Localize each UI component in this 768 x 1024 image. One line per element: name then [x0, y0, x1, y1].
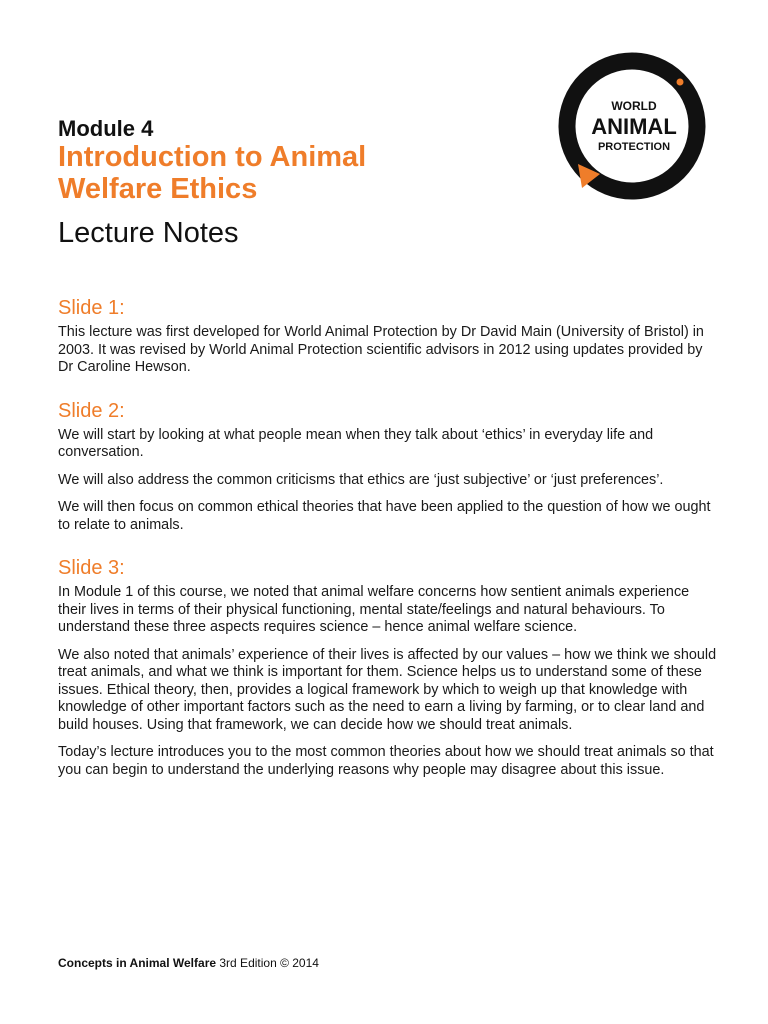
title-line-1: Introduction to Animal — [58, 141, 367, 173]
paragraph: We will then focus on common ethical theories that have been applied to the question of how we ought to relate to animals. — [58, 499, 711, 533]
page-footer — [58, 956, 319, 970]
world-animal-protection-logo — [556, 52, 712, 202]
module-label: Module 4 — [58, 116, 154, 141]
slide-1-section — [58, 296, 718, 377]
lecture-content — [58, 296, 718, 789]
page-title — [58, 141, 498, 205]
slide-heading: Slide 1: — [58, 297, 125, 319]
paragraph: This lecture was first developed for World Animal Protection by Dr David Main (University of Bristol) in 2003. It was revised by World Animal Protection scientific advisors in 2012 using updates provided by Dr Caroline Hewson. — [58, 324, 704, 375]
logo-text-world: WORLD — [611, 99, 657, 113]
logo-text-protection: PROTECTION — [597, 141, 671, 153]
slide-2-section — [58, 399, 718, 535]
paragraph: We will also address the common criticisms that ethics are ‘just subjective’ or ‘just preferences’. — [58, 471, 664, 488]
title-line-2: Welfare Ethics — [58, 173, 258, 205]
logo-dot — [677, 79, 684, 86]
paragraph: We also noted that animals’ experience of their lives is affected by our values – how we think we should treat animals, and what we think is important for them. Science helps us to understand some of these issues. Ethical theory, then, provides a logical framework by which to weigh up that knowledge with knowledge of other important factors such as the need to earn a living by farming, or to clear land and build houses. Using that framework, we can decide how we should treat animals. — [58, 646, 717, 733]
slide-heading: Slide 2: — [58, 399, 125, 422]
paragraph: We will start by looking at what people mean when they talk about ‘ethics’ in everyday life and conversation. — [58, 426, 654, 460]
slide-3-section — [58, 556, 718, 779]
footer-edition: 3rd Edition © 2014 — [216, 956, 319, 970]
paragraph: In Module 1 of this course, we noted that animal welfare concerns how sentient animals experience their lives in terms of their physical functioning, mental state/feelings and natural behaviours. To understand these three aspects requires science – hence animal welfare science. — [58, 584, 690, 635]
slide-heading: Slide 3: — [58, 557, 125, 579]
footer-publication-title: Concepts in Animal Welfare — [58, 956, 217, 970]
logo-text-animal: ANIMAL — [591, 114, 677, 139]
paragraph: Today’s lecture introduces you to the most common theories about how we should treat animals so that you can begin to understand the underlying reasons why people may disagree about this issue. — [58, 744, 714, 778]
page-subtitle: Lecture Notes — [58, 217, 239, 249]
